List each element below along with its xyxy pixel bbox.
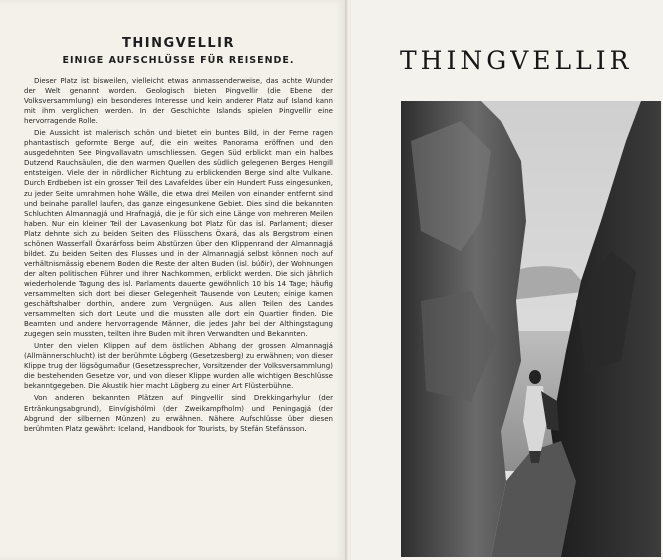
page-subtitle: EINIGE AUFSCHLÜSSE FÜR REISENDE.	[62, 55, 295, 66]
page-title: THINGVELLIR	[122, 36, 235, 51]
paragraph-landscape: Die Aussicht ist malerisch schön und bietet ein buntes Bild, in der Ferne ragen phantastisch geformte Berge auf, die ein weites Panorama eröffnen und den ausgedehnten See Þingvallavatn umschliessen. Gegen Süd erblickt man ein halbes Dutzend Rauchsäulen, die den warmen Quellen des südlich gelegenen Berges Hengill entsteigen. Viele der in nördlicher Richtung zu erblickenden Berge sind alte Vulkane. Durch Erdbeben ist ein grosser Teil des Lavafeldes über ein Hundert Fuss eingesunken, zu jeder Seite umrahmen hohe Wälle, die etwa drei Meilen von einander entfernt sind und beinahe parallel laufen, das ganze eingesunkene Gebiet. Dies sind die bekannten Schluchten Almannagjá und Hrafnagjá, die je für sich eine Länge von mehreren Meilen haben. Nur ein kleiner Teil der Lavasenkung bot Platz für das isl. Parlament; dieser Platz dehnte sich zu beiden Seiten des Flüsschens Öxará, das als Bergstrom einen schönen Wasserfall Öxarárfoss beim Abstürzen über den Klippenrand der Almannagjá bildet. Zu beiden Seiten des Flusses und in der Almannagjá selbst können noch auf verhältnismässig ebenem Boden die Reste der alten Buden (isl. búðir), der Wohnungen der alten politischen Führer und ihrer Nachkommen, erblickt werden. Die sich jährlich wiederholende Tagung des isl. Parlaments dauerte gewöhnlich 10 bis 14 Tage; häufig versammelten sich dort bei dieser Gelegenheit Tausende von Leuten; einige kamen geschäftshalber dorthin, andere zum Vergnügen. Aus allen Teilen des Landes versammelten sich dort Leute und die mussten alle dort ein Quartier finden. Die Beamten und andere hervorragende Männer, die jedes Jahr bei der Althingstagung zugegen sein mussten, teilten ihre Buden mit ihren Verwandten und Bekannten.	[24, 128, 333, 339]
paragraph-logberg: Unter den vielen Klippen auf dem östlichen Abhang der grossen Almannagjá (Allmännerschlucht) ist der berühmte Lögberg (Gesetzesberg) zu erwähnen; von dieser Klippe trug der lögsögumaður (Gesetzessprecher, Vorsitzender der Volksversammlung) die bestehenden Gesetze vor, und von dieser Klippe wurden alle wichtigen Beschlüsse bekanntgegeben. Die Akustik hier macht Lögberg zu einer Art Flüsterbühne.	[24, 341, 333, 391]
cover-photo	[401, 101, 661, 557]
paragraph-intro: Dieser Platz ist bisweilen, vielleicht etwas anmassenderweise, das achte Wunder der Welt genannt worden. Geologisch bieten Þingvellir (die Ebene der Volksversammlung) ein besonderes Interesse und kein anderer Platz auf Island kann mit ihm verglichen werden. In der Geschichte Islands spielen Þingvellir eine hervorragende Rolle.	[24, 76, 333, 126]
paragraph-other-places: Von anderen bekannten Plätzen auf Þingvellir sind Drekkingarhylur (der Ertränkungsabgrund), Einvígishólmi (der Zweikampfholm) und Peningagjá (der Abgrund der silbernen Münzen) zu erwähnen. Nähere Aufschlüsse über diesen berühmten Platz gewährt: Iceland, Handbook for Tourists, by Stefán Stefánsson.	[24, 393, 333, 433]
article-body	[24, 76, 333, 434]
cover-title: THINGVELLIR	[400, 46, 633, 75]
